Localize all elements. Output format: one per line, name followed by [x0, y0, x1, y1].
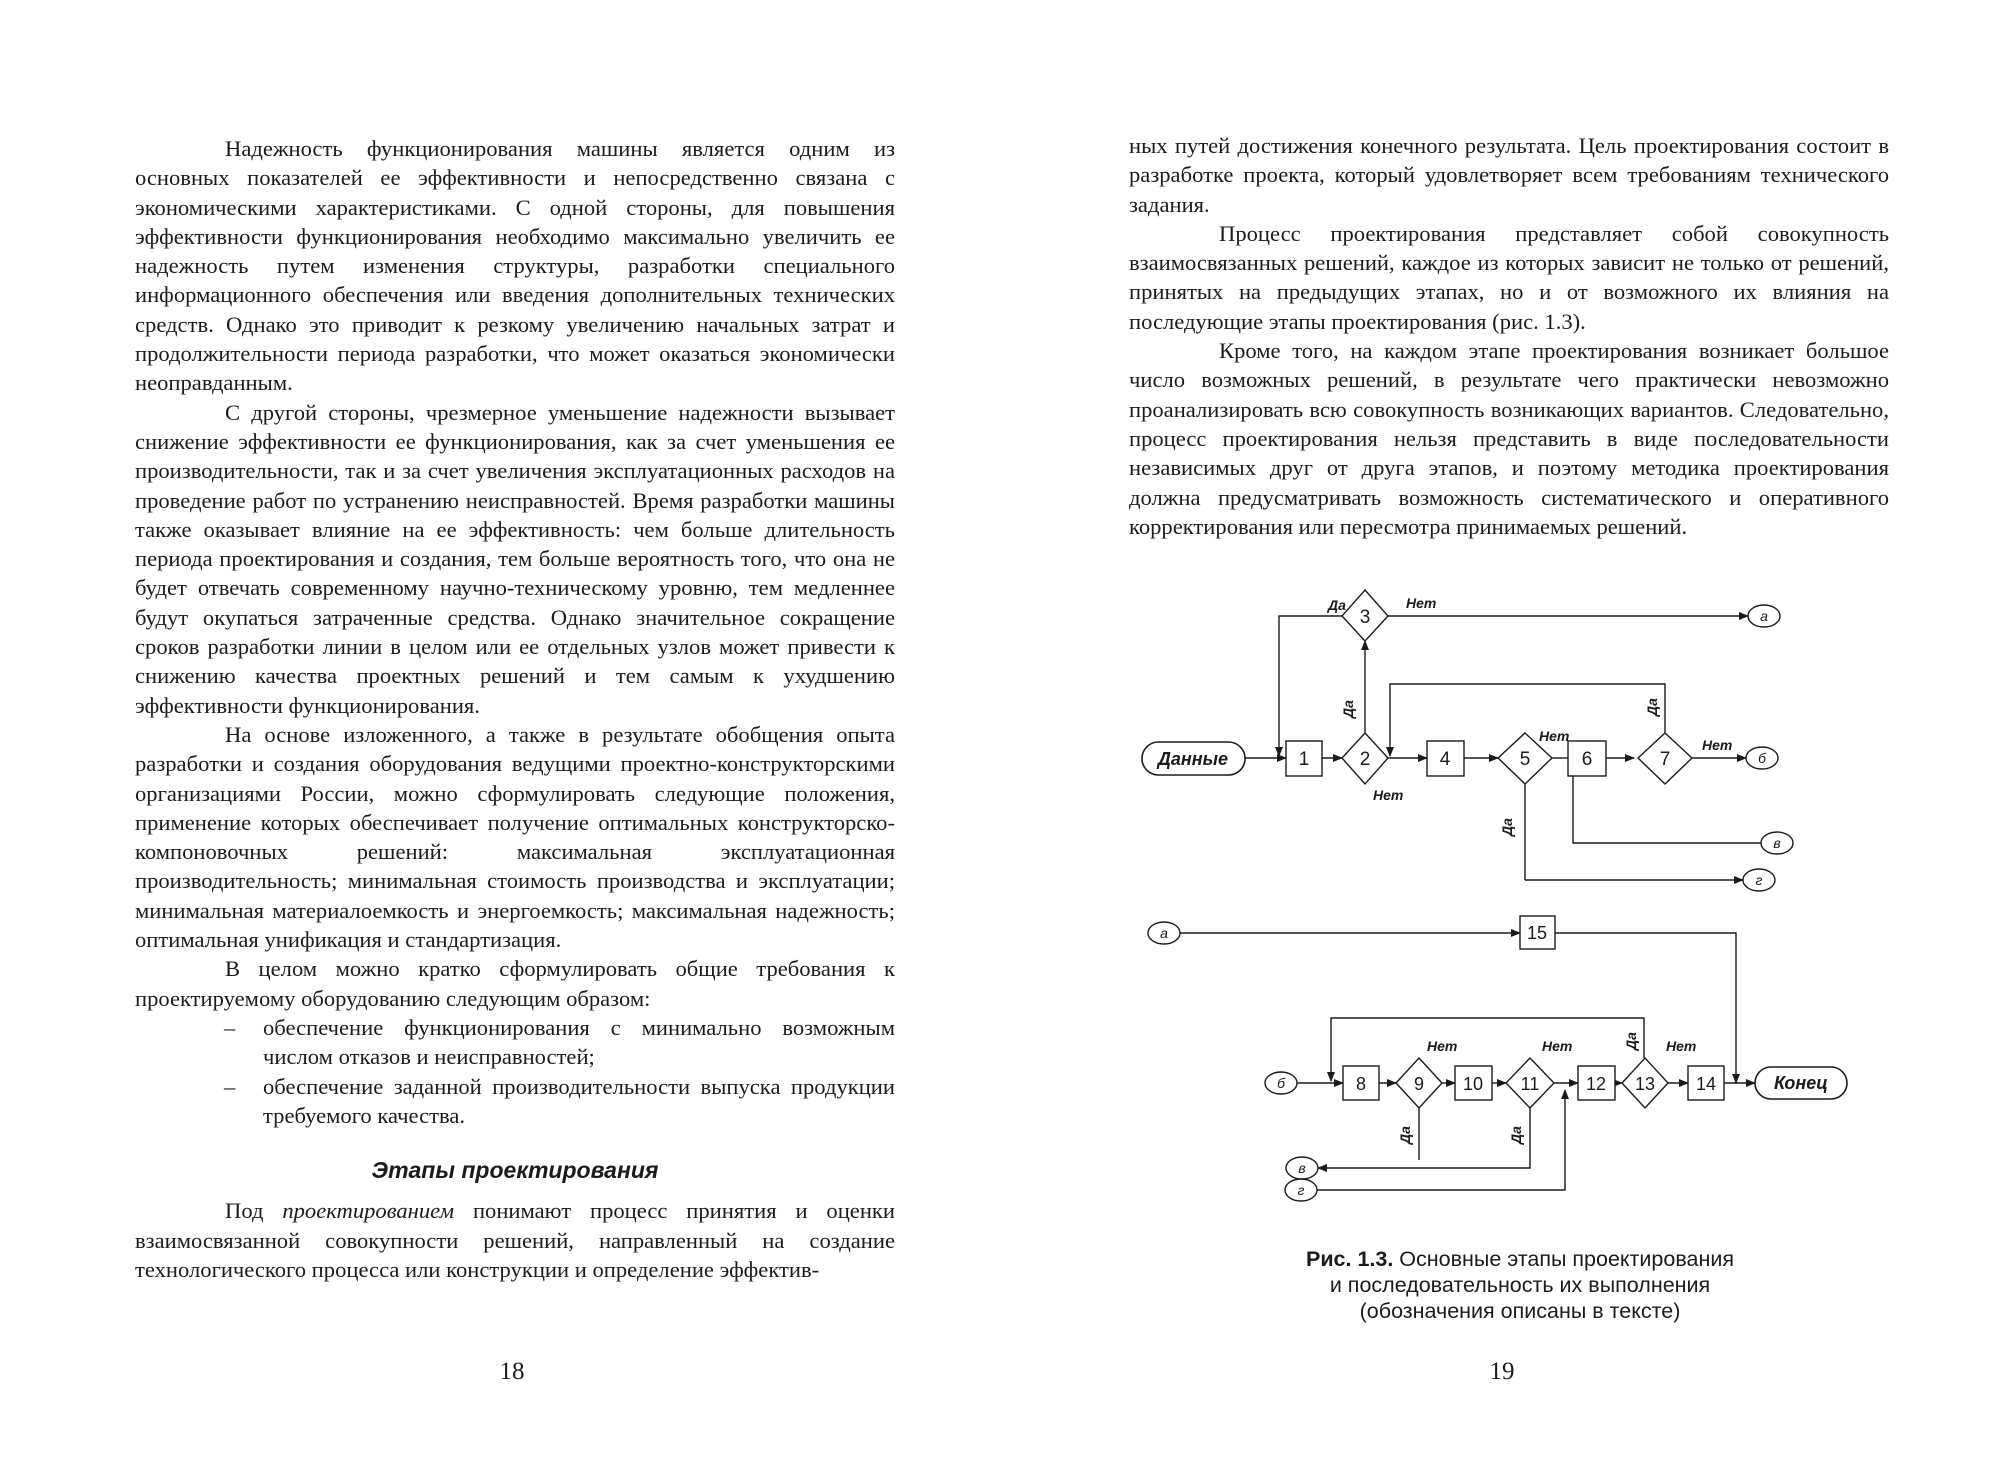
right-page [1000, 0, 2000, 1458]
node-11 [1506, 1058, 1554, 1108]
svg-text:а: а [1760, 608, 1768, 624]
label-no-13: Нет [1666, 1038, 1697, 1054]
label-no-11: Нет [1542, 1038, 1573, 1054]
text-after-term: понимают процесс принятия и оценки взаимосвязанной совокупности решений, направленный на создание технологического процесса или конструкции и определение эффектив- [135, 1198, 895, 1282]
svg-text:2: 2 [1359, 749, 1371, 770]
svg-text:7: 7 [1659, 749, 1671, 770]
paragraph-reliability: Надежность функционирования машины является одним из основных показателей ее эффективности и непосредственно связана с экономическими характеристиками. С одной стороны, для повышения эффективности функционирования необходимо максимально увеличить ее надежность путем изменения структуры, разработки специального информационного обеспечения или введения дополнительных технических средств. Однако это приводит к резкому увеличению начальных затрат и продолжительности периода разработки, что может оказаться экономически неоправданным. [135, 136, 895, 396]
svg-text:9: 9 [1413, 1074, 1425, 1094]
node-3 [1342, 590, 1388, 641]
connector-a-top [1748, 605, 1780, 627]
page-number-right: 19 [1489, 1358, 1515, 1385]
node-10 [1455, 1066, 1492, 1100]
svg-text:14: 14 [1695, 1074, 1717, 1094]
list-dash: – [224, 1014, 236, 1040]
svg-text:в: в [1298, 1160, 1306, 1176]
svg-text:3: 3 [1359, 607, 1371, 628]
node-13 [1622, 1058, 1668, 1108]
section-heading: Этапы проектирования [371, 1157, 659, 1184]
paragraph-continuation: ных путей достижения конечного результата. Цель проектирования состоит в разработке проекта, который удовлетворяет всем требованиям технического задания. [1129, 133, 1889, 217]
node-end [1755, 1067, 1847, 1099]
connector-v-top [1761, 832, 1793, 854]
svg-text:г: г [1755, 872, 1763, 888]
node-7 [1638, 733, 1692, 784]
connector-g-top [1743, 869, 1775, 891]
requirements-list [135, 1013, 895, 1130]
label-yes-2: Да [1340, 700, 1356, 718]
flowchart-lines-bottom [1180, 933, 1755, 1190]
svg-text:13: 13 [1634, 1074, 1656, 1094]
caption-line-1-text: Основные этапы проектирования [1393, 1247, 1734, 1271]
svg-text:11: 11 [1520, 1074, 1540, 1094]
svg-text:15: 15 [1526, 923, 1548, 943]
svg-text:6: 6 [1581, 749, 1593, 770]
svg-text:б: б [1277, 1075, 1285, 1091]
connector-b-top [1746, 747, 1778, 769]
svg-text:г: г [1297, 1182, 1305, 1198]
left-text-column [135, 134, 895, 1284]
caption-label: Рис. 1.3. [1305, 1247, 1394, 1271]
paragraph-design-definition [135, 1196, 895, 1284]
svg-text:в: в [1773, 835, 1781, 851]
node-1 [1286, 741, 1322, 776]
connector-g-bottom [1285, 1179, 1317, 1201]
paragraph-principles: На основе изложенного, а также в результате обобщения опыта разработки и создания оборудования ведущими проектно-конструкторскими организациями России, можно сформулировать следующие положения, применение которых обеспечивает получение оптимальных конструкторско-компоновочных решений: максимальная эксплуатационная производительность; минимальная стоимость производства и эксплуатации; минимальная материалоемкость и энергоемкость; максимальная надежность; оптимальная унификация и стандартизация. [135, 721, 895, 953]
node-start [1142, 742, 1245, 775]
node-6 [1568, 741, 1606, 776]
svg-text:Данные: Данные [1157, 749, 1229, 769]
node-8 [1343, 1066, 1379, 1100]
svg-text:10: 10 [1462, 1074, 1484, 1094]
list-item-text: обеспечение функционирования с минимально возможным числом отказов и неисправностей; [263, 1014, 895, 1070]
list-item [135, 1013, 895, 1072]
list-dash: – [224, 1073, 236, 1099]
connector-a-bottom [1148, 922, 1180, 944]
right-text-column [1129, 131, 1889, 541]
node-9 [1396, 1058, 1442, 1108]
caption-line-3: (обозначения описаны в тексте) [1359, 1299, 1681, 1323]
svg-text:5: 5 [1519, 749, 1531, 770]
label-no-9: Нет [1427, 1038, 1458, 1054]
node-12 [1578, 1066, 1615, 1100]
node-2 [1342, 733, 1388, 784]
label-yes-3: Да [1328, 597, 1346, 613]
caption-line-1 [1200, 1246, 1840, 1272]
label-no-3: Нет [1406, 595, 1437, 611]
svg-text:Конец: Конец [1774, 1073, 1828, 1093]
connector-b-bottom [1265, 1072, 1297, 1094]
label-no-5: Нет [1539, 728, 1570, 744]
paragraph-other-side: С другой стороны, чрезмерное уменьшение надежности вызывает снижение эффективности ее функционирования, как за счет уменьшения ее производительности, так и за счет увеличения эксплуатационных расходов на проведение работ по устранению неисправностей. Время разработки машины также оказывает влияние на ее эффективность: чем больше длительность периода проектирования и создания, тем больше вероятность того, что она не будет отвечать современному научно-техническому уровню, тем медленнее будут окупаться затраченные средства. Однако значительное сокращение сроков разработки линии в целом или ее отдельных узлов может привести к снижению качества проектных решений и тем самым к ухудшению эффективности функционирования. [135, 399, 895, 718]
label-yes-11: Да [1508, 1126, 1524, 1144]
text-before-term: Под [225, 1198, 283, 1224]
label-no-2: Нет [1373, 787, 1404, 803]
figure-caption [1200, 1246, 1840, 1324]
page-number-left: 18 [499, 1358, 525, 1385]
design-stages-flowchart [1140, 578, 1900, 1218]
label-yes-7: Да [1644, 698, 1660, 716]
node-15 [1520, 916, 1555, 949]
paragraph-process: Процесс проектирования представляет собой совокупность взаимосвязанных решений, каждое из которых зависит не только от решений, принятых на предыдущих этапах, но и от возможного их влияния на последующие этапы проектирования (рис. 1.3). [1129, 220, 1889, 334]
node-14 [1688, 1066, 1724, 1100]
svg-text:а: а [1160, 925, 1168, 941]
paragraph-methodology: Кроме того, на каждом этапе проектирования возникает большое число возможных решений, в результате чего практически невозможно проанализировать всю совокупность возникающих вариантов. Следовательно, процесс проектирования нельзя представить в виде последовательности независимых друг от друга этапов, и поэтому методика проектирования должна предусматривать возможность систематического и оперативного корректирования или пересмотра принимаемых решений. [1129, 338, 1889, 539]
label-no-7: Нет [1702, 737, 1733, 753]
svg-text:1: 1 [1298, 749, 1310, 770]
list-item-text: обеспечение заданной производительности выпуска продукции требуемого качества. [263, 1073, 895, 1128]
node-4 [1427, 741, 1464, 776]
flowchart-labels-top [1327, 595, 1732, 837]
label-yes-5: Да [1499, 818, 1515, 836]
svg-text:8: 8 [1355, 1074, 1367, 1094]
connector-v-bottom [1286, 1157, 1318, 1179]
caption-line-2: и последовательность их выполнения [1329, 1273, 1711, 1297]
italic-term: проектированием [282, 1198, 455, 1224]
svg-text:4: 4 [1439, 749, 1451, 770]
list-item [135, 1072, 895, 1131]
svg-text:12: 12 [1585, 1074, 1607, 1094]
paragraph-requirements: В целом можно кратко сформулировать общие требования к проектируемому оборудованию следующим образом: [135, 956, 895, 1011]
label-yes-13: Да [1623, 1032, 1639, 1050]
label-yes-9: Да [1397, 1126, 1413, 1144]
svg-text:б: б [1758, 750, 1766, 766]
